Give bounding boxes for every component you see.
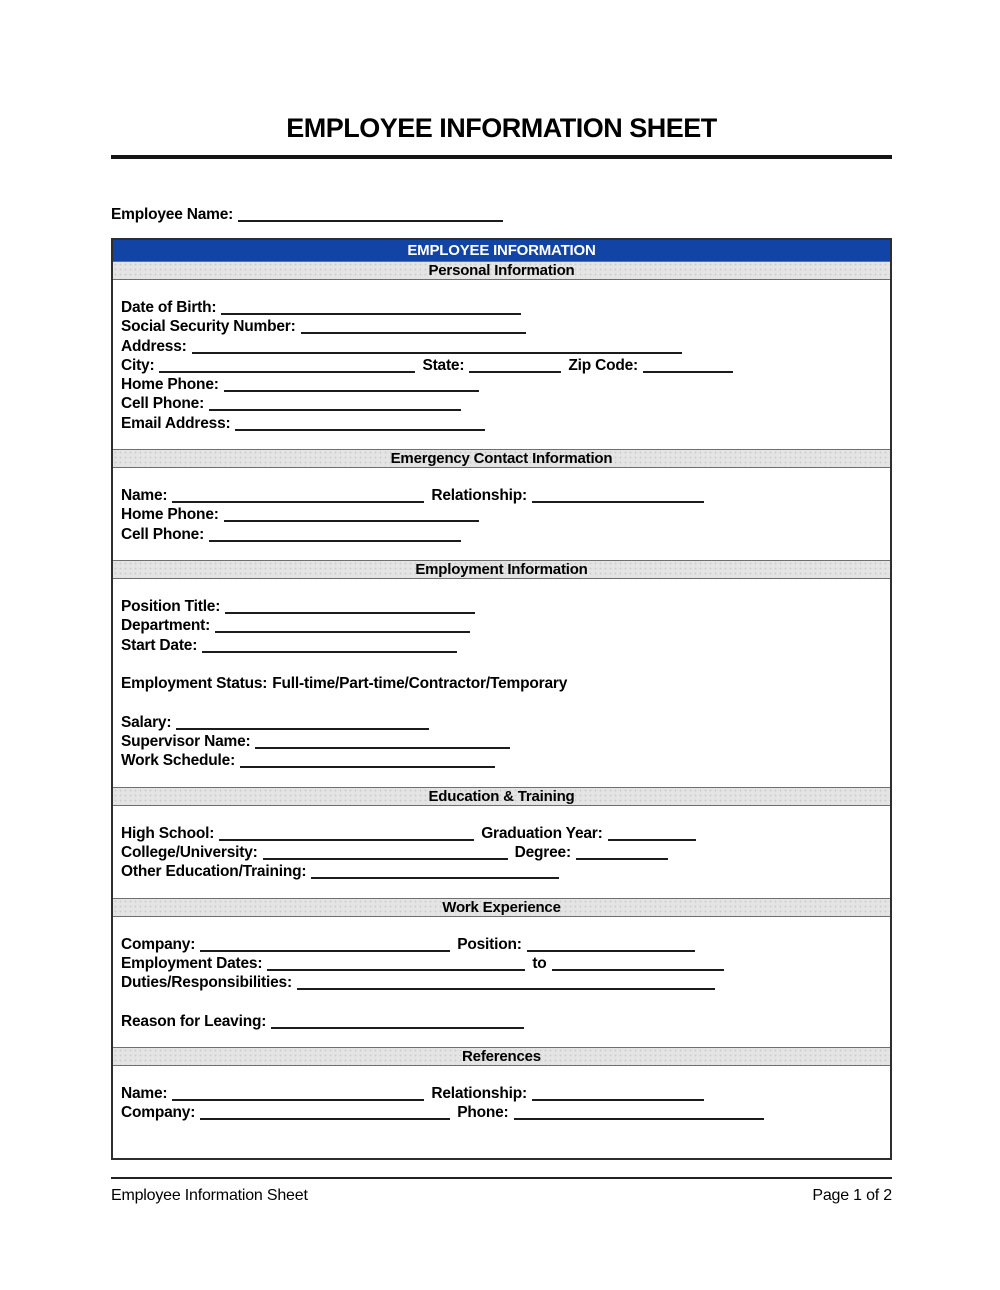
section-bar-personal-information: Personal Information (113, 261, 890, 280)
form-row (121, 973, 882, 992)
field-blank-line (514, 1118, 764, 1120)
section-bar-employment-information: Employment Information (113, 560, 890, 579)
form-row-spacer (121, 693, 882, 712)
form-row (121, 751, 882, 770)
field-blank-line (301, 332, 526, 334)
section-bar-work-experience: Work Experience (113, 898, 890, 917)
form-field (121, 1013, 524, 1030)
field-label: Zip Code: (568, 356, 638, 374)
title-rule (111, 155, 892, 159)
form-field (121, 617, 470, 634)
form-field (121, 936, 450, 953)
employee-name-label: Employee Name: (111, 206, 234, 223)
form-field (121, 752, 495, 769)
field-label: Name: (121, 1085, 168, 1103)
field-label: Reason for Leaving: (121, 1012, 267, 1030)
form-row-spacer (121, 1123, 882, 1142)
field-label: Cell Phone: (121, 395, 205, 413)
form-row-spacer (121, 992, 882, 1011)
table-sections (113, 261, 890, 1158)
form-field (121, 338, 682, 355)
form-row (121, 414, 882, 433)
page-footer (111, 1186, 892, 1206)
field-label: Name: (121, 487, 168, 505)
field-blank-line (225, 612, 475, 614)
section-body-personal-information (113, 280, 890, 449)
form-field (121, 598, 475, 615)
form-row (121, 337, 882, 356)
field-blank-line (267, 969, 525, 971)
form-field (532, 955, 723, 972)
field-label: Position Title: (121, 597, 221, 615)
form-field (121, 357, 415, 374)
form-field (515, 844, 668, 861)
form-row (121, 954, 882, 973)
field-blank-line (172, 1099, 424, 1101)
field-blank-line (271, 1027, 524, 1029)
form-field (121, 318, 526, 335)
document-content (111, 0, 892, 1206)
form-row (121, 713, 882, 732)
form-field (121, 506, 479, 523)
form-field (121, 395, 461, 412)
field-label: Salary: (121, 713, 172, 731)
field-label: Cell Phone: (121, 525, 205, 543)
form-field (422, 357, 561, 374)
section-body-references (113, 1066, 890, 1158)
form-field (121, 1104, 450, 1121)
field-label: Employment Dates: (121, 954, 263, 972)
section-body-employment-information (113, 579, 890, 787)
field-blank-line (202, 651, 457, 653)
field-label: Email Address: (121, 414, 231, 432)
field-blank-line (200, 1118, 450, 1120)
form-field (121, 526, 461, 543)
field-label: Duties/Responsibilities: (121, 974, 292, 992)
form-field (121, 487, 424, 504)
field-label: Start Date: (121, 636, 198, 654)
form-row (121, 935, 882, 954)
form-row (121, 843, 882, 862)
field-blank-line (263, 858, 508, 860)
page-title: EMPLOYEE INFORMATION SHEET (286, 113, 717, 143)
field-label: Relationship: (431, 1085, 527, 1103)
field-blank-line (311, 877, 559, 879)
form-row (121, 375, 882, 394)
field-label: Relationship: (431, 487, 527, 505)
form-row (121, 356, 882, 375)
field-label: Employment Status: (121, 675, 268, 693)
footer-rule (111, 1177, 892, 1179)
form-row-spacer (121, 655, 882, 674)
form-row (121, 317, 882, 336)
field-blank-line (176, 728, 429, 730)
field-blank-line (527, 950, 695, 952)
form-field (121, 863, 559, 880)
form-row (121, 394, 882, 413)
form-row (121, 636, 882, 655)
form-field (457, 936, 695, 953)
section-bar-emergency-contact-information: Emergency Contact Information (113, 449, 890, 468)
form-field (457, 1104, 763, 1121)
field-blank-line (224, 390, 479, 392)
field-label: Home Phone: (121, 506, 219, 524)
form-field (568, 357, 733, 374)
footer-right-text: Page 1 of 2 (812, 1186, 892, 1204)
field-blank-line (235, 429, 485, 431)
form-field (121, 714, 429, 731)
form-field (121, 376, 479, 393)
field-label: Address: (121, 337, 187, 355)
form-field (121, 733, 510, 750)
form-row (121, 1012, 882, 1031)
form-row (121, 616, 882, 635)
field-blank-line (576, 858, 668, 860)
field-blank-line (608, 839, 696, 841)
field-blank-line (221, 313, 521, 315)
field-label: Work Schedule: (121, 752, 236, 770)
form-field (121, 1085, 424, 1102)
section-body-emergency-contact-information (113, 468, 890, 560)
field-label: Social Security Number: (121, 318, 296, 336)
form-row (121, 525, 882, 544)
section-body-work-experience (113, 917, 890, 1047)
employee-name-row (111, 204, 892, 225)
field-label: Other Education/Training: (121, 863, 307, 881)
field-label: Home Phone: (121, 376, 219, 394)
field-label: Supervisor Name: (121, 733, 251, 751)
field-blank-line (643, 371, 733, 373)
field-label: to (532, 954, 547, 972)
field-label: Date of Birth: (121, 299, 217, 316)
field-blank-line (255, 747, 510, 749)
form-row (121, 1084, 882, 1103)
section-bar-references: References (113, 1047, 890, 1066)
form-field (121, 974, 715, 991)
field-blank-line (172, 501, 424, 503)
form-row (121, 1103, 882, 1122)
field-label: Position: (457, 935, 522, 953)
form-row (121, 486, 882, 505)
field-blank-line (215, 631, 470, 633)
form-row (121, 298, 882, 317)
form-row (121, 824, 882, 843)
field-label: State: (422, 356, 465, 374)
field-blank-line (297, 988, 715, 990)
form-field (121, 955, 525, 972)
field-blank-line (240, 766, 495, 768)
field-label: Phone: (457, 1104, 509, 1122)
field-blank-line (219, 839, 474, 841)
form-row (121, 862, 882, 881)
form-field (121, 825, 474, 842)
form-field (431, 1085, 704, 1102)
field-blank-line (200, 950, 450, 952)
field-blank-line (532, 1099, 704, 1101)
field-blank-line (209, 540, 461, 542)
field-label: Degree: (514, 843, 571, 861)
form-row (121, 732, 882, 751)
field-label: City: (121, 356, 155, 374)
field-label: College/University: (121, 843, 258, 861)
employee-name-line (238, 220, 503, 222)
field-label: Department: (121, 617, 211, 635)
field-blank-line (224, 520, 479, 522)
form-field (121, 844, 508, 861)
form-row (121, 505, 882, 524)
field-blank-line (159, 371, 415, 373)
field-label: Company: (121, 935, 196, 953)
section-bar-education-training: Education & Training (113, 787, 890, 806)
field-value-text: Full-time/Part-time/Contractor/Temporary (272, 675, 568, 693)
table-header-bar: EMPLOYEE INFORMATION (113, 240, 890, 261)
form-row (121, 597, 882, 616)
field-blank-line (469, 371, 561, 373)
form-field (121, 637, 457, 654)
field-label: Company: (121, 1104, 196, 1122)
field-label: High School: (121, 824, 215, 842)
field-label: Graduation Year: (481, 824, 603, 842)
form-field (431, 487, 704, 504)
field-blank-line (192, 352, 682, 354)
field-blank-line (209, 409, 461, 411)
form-field (481, 825, 695, 842)
field-blank-line (532, 501, 704, 503)
form-field (121, 415, 485, 432)
footer-left-text: Employee Information Sheet (111, 1186, 308, 1204)
section-body-education-training (113, 806, 890, 898)
info-table (111, 238, 892, 1160)
field-blank-line (552, 969, 724, 971)
form-field (121, 675, 567, 692)
form-field (121, 299, 521, 316)
form-row (121, 674, 882, 693)
